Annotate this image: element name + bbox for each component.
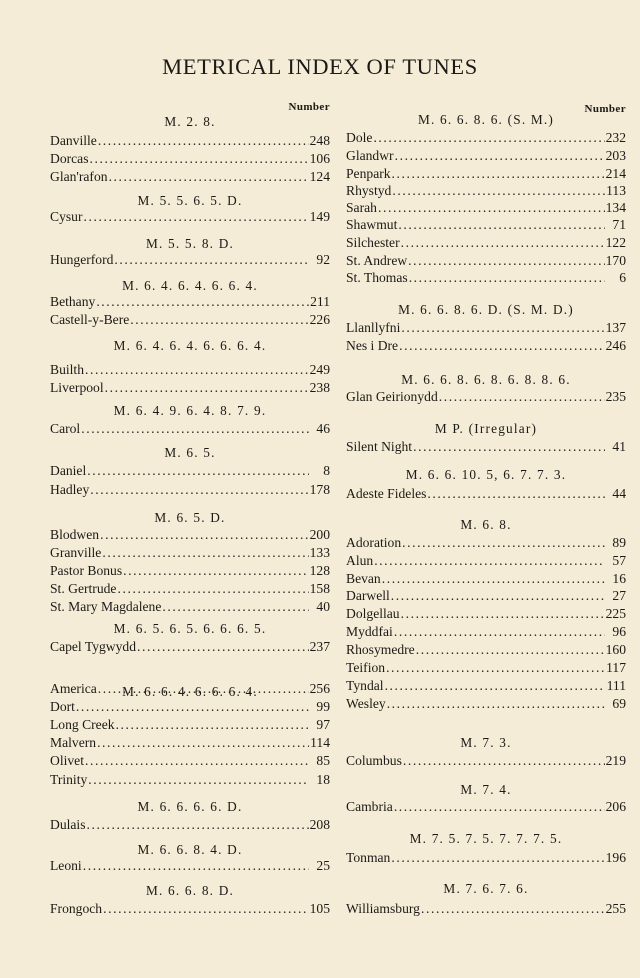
tune-entry [346,235,626,253]
tune-entry [346,166,626,184]
tune-number: 235 [605,389,626,404]
dot-leader [439,389,605,405]
dot-leader [394,799,605,815]
tune-number: 96 [612,624,626,639]
tune-name: Bevan [346,571,381,586]
dot-leader [83,858,309,874]
dot-leader [403,753,605,769]
dot-leader [408,253,604,269]
dot-leader [87,463,309,479]
meter-heading: M P. (Irregular) [434,421,538,436]
tune-number: 85 [316,753,330,768]
dot-leader [105,380,309,396]
tune-name: Tyndal [346,678,384,693]
tune-entry [346,606,626,624]
tune-entry [346,624,626,642]
tune-number: 92 [316,252,330,267]
tune-entry [346,338,626,356]
tune-entry [346,696,626,714]
tune-entry [50,463,330,481]
meter-heading: M. 6. 6. 10. 5, 6. 7. 7. 3. [405,467,567,482]
tune-entry [50,252,330,270]
tune-name: Dorcas [50,151,89,166]
tune-entry [346,660,626,678]
tune-name: Castell-y-Bere [50,312,130,327]
tune-name: Williamsburg [346,901,420,916]
tune-name: St. Gertrude [50,581,117,596]
tune-number: 71 [612,217,626,232]
meter-heading: M. 6. 8. [460,517,512,532]
tune-name: Llanllyfni [346,320,401,335]
tune-entry [50,681,330,699]
tune-number: 8 [323,463,330,478]
tune-number: 196 [605,850,626,865]
dot-leader [421,901,605,917]
tune-name: Capel Tygwydd [50,639,137,654]
tune-entry [50,133,330,151]
dot-leader [399,338,605,354]
tune-entry [346,535,626,553]
tune-name: Malvern [50,735,97,750]
tune-entry [346,486,626,504]
tune-entry [346,270,626,288]
dot-leader [90,482,308,498]
tune-name: Glan'rafon [50,169,108,184]
tune-name: Glandwr [346,148,394,163]
tune-number: 69 [612,696,626,711]
tune-entry [346,753,626,771]
meter-heading: M. 6. 6. 8. 6. (S. M.) [417,112,555,127]
tune-number: 117 [606,660,626,675]
dot-leader [401,235,605,251]
tune-number: 248 [309,133,330,148]
tune-name: Danville [50,133,97,148]
tune-number: 219 [605,753,626,768]
tune-entry [50,858,330,876]
tune-entry [346,183,626,201]
tune-entry [346,553,626,571]
tune-name: Adeste Fideles [346,486,427,501]
tune-entry [50,169,330,187]
meter-heading: M. 6. 4. 9. 6. 4. 8. 7. 9. [113,403,267,418]
tune-entry [346,253,626,271]
tune-number: 208 [309,817,330,832]
tune-name: Teifion [346,660,386,675]
tune-number: 124 [309,169,330,184]
tune-number: 137 [605,320,626,335]
tune-entry [50,209,330,227]
dot-leader [394,624,605,640]
meter-heading: M. 6. 6. 4. 6. 6. 6. 4. [122,684,258,699]
dot-leader [373,130,604,146]
dot-leader [137,639,309,655]
dot-leader [100,527,309,543]
tune-name: Tonman [346,850,391,865]
tune-entry [50,151,330,169]
meter-heading: M. 5. 5. 6. 5. D. [137,193,243,208]
dot-leader [76,699,309,715]
tune-name: Alun [346,553,374,568]
meter-heading: M. 6. 4. 6. 4. 6. 6. 6. 4. [113,338,267,353]
tune-number: 114 [310,735,330,750]
meter-heading: M. 7. 5. 7. 5. 7. 7. 7. 5. [409,831,563,846]
meter-heading: M. 6. 5. 6. 5. 6. 6. 6. 5. [113,621,267,636]
tune-number: 206 [605,799,626,814]
dot-leader [103,901,309,917]
tune-name: Hungerford [50,252,114,267]
dot-leader [402,535,605,551]
tune-entry [50,545,330,563]
tune-number: 158 [309,581,330,596]
meter-heading: M. 7. 6. 7. 6. [443,881,529,896]
meter-heading: M. 6. 6. 8. 4. D. [137,842,243,857]
tune-number: 160 [605,642,626,657]
tune-number: 256 [309,681,330,696]
tune-name: Liverpool [50,380,104,395]
tune-entry [346,439,626,457]
tune-number: 238 [309,380,330,395]
dot-leader [378,200,605,216]
tune-number: 200 [309,527,330,542]
tune-number: 97 [316,717,330,732]
meter-heading: M. 7. 3. [460,735,512,750]
dot-leader [392,166,605,182]
tune-entry [346,799,626,817]
dot-leader [382,571,605,587]
tune-name: Silent Night [346,439,413,454]
tune-number: 134 [605,200,626,215]
dot-leader [97,735,309,751]
tune-name: Trinity [50,772,88,787]
dot-leader [130,312,308,328]
tune-name: Columbus [346,753,402,768]
tune-number: 16 [612,571,626,586]
tune-name: Long Creek [50,717,115,732]
dot-leader [398,217,605,233]
dot-leader [117,581,308,597]
tune-entry [50,772,330,790]
tune-number: 27 [612,588,626,603]
tune-name: Frongoch [50,901,103,916]
tune-entry [346,148,626,166]
dot-leader [385,678,605,694]
number-column-header: Number [584,103,626,115]
tune-name: Granville [50,545,102,560]
tune-entry [50,380,330,398]
tune-number: 246 [605,338,626,353]
tune-name: Penpark [346,166,391,181]
tune-name: Sarah [346,200,377,215]
tune-name: Pastor Bonus [50,563,123,578]
tune-number: 211 [310,294,330,309]
tune-number: 6 [619,270,626,285]
dot-leader [123,563,308,579]
tune-entry [50,717,330,735]
meter-heading: M. 2. 8. [164,114,216,129]
tune-entry [346,200,626,218]
dot-leader [87,817,309,833]
dot-leader [374,553,605,569]
dot-leader [413,439,605,455]
tune-number: 89 [612,535,626,550]
tune-entry [50,599,330,617]
tune-name: Blodwen [50,527,100,542]
tune-number: 44 [612,486,626,501]
dot-leader [98,133,309,149]
tune-name: St. Mary Magdalene [50,599,162,614]
tune-number: 178 [309,482,330,497]
dot-leader [96,294,309,310]
tune-number: 40 [316,599,330,614]
number-column-header: Number [288,101,330,113]
dot-leader [427,486,605,502]
tune-name: Hadley [50,482,90,497]
tune-entry [50,482,330,500]
meter-heading: M. 6. 6. 6. 6. D. [137,799,243,814]
tune-entry [50,639,330,657]
dot-leader [391,588,605,604]
tune-name: Rhystyd [346,183,392,198]
tune-entry [50,294,330,312]
tune-name: Dole [346,130,373,145]
tune-name: Shawmut [346,217,398,232]
dot-leader [90,151,309,167]
tune-entry [346,389,626,407]
tune-name: Carol [50,421,81,436]
dot-leader [116,717,309,733]
tune-number: 214 [605,166,626,181]
tune-entry [50,563,330,581]
tune-number: 18 [316,772,330,787]
tune-name: Olivet [50,753,84,768]
tune-entry [50,817,330,835]
tune-number: 255 [605,901,626,916]
tune-number: 249 [309,362,330,377]
tune-name: Glan Geirionydd [346,389,438,404]
meter-heading: M. 6. 6. 8. 6. 8. 6. 8. 8. 6. [401,372,571,387]
tune-entry [50,699,330,717]
tune-entry [50,362,330,380]
dot-leader [85,753,309,769]
dot-leader [395,148,605,164]
tune-entry [346,642,626,660]
tune-entry [50,901,330,919]
tune-entry [346,571,626,589]
tune-entry [50,312,330,330]
dot-leader [416,642,605,658]
tune-number: 25 [316,858,330,873]
dot-leader [387,696,605,712]
tune-name: St. Thomas [346,270,408,285]
tune-entry [50,527,330,545]
tune-name: St. Andrew [346,253,408,268]
tune-name: Rhosymedre [346,642,415,657]
dot-leader [391,850,604,866]
tune-name: Dort [50,699,75,714]
tune-name: America [50,681,97,696]
tune-name: Wesley [346,696,386,711]
tune-entry [346,901,626,919]
tune-number: 237 [309,639,330,654]
dot-leader [88,772,309,788]
meter-heading: M. 6. 5. D. [154,510,226,525]
tune-entry [346,130,626,148]
tune-entry [346,320,626,338]
dot-leader [81,421,309,437]
tune-number: 203 [605,148,626,163]
tune-name: Cysur [50,209,83,224]
meter-heading: M. 6. 6. 8. D. [145,883,235,898]
tune-name: Leoni [50,858,82,873]
dot-leader [386,660,605,676]
meter-heading: M. 7. 4. [460,782,512,797]
tune-name: Dulais [50,817,86,832]
tune-number: 99 [316,699,330,714]
tune-number: 232 [605,130,626,145]
meter-heading: M. 6. 6. 8. 6. D. (S. M. D.) [398,302,574,317]
tune-name: Darwell [346,588,390,603]
tune-number: 128 [309,563,330,578]
tune-number: 122 [605,235,626,250]
tune-entry [346,678,626,696]
tune-entry [346,850,626,868]
tune-number: 225 [605,606,626,621]
tune-number: 41 [612,439,626,454]
tune-entry [346,217,626,235]
dot-leader [102,545,308,561]
tune-number: 113 [606,183,626,198]
tune-number: 46 [316,421,330,436]
dot-leader [392,183,605,199]
dot-leader [83,209,308,225]
dot-leader [109,169,309,185]
tune-name: Myddfai [346,624,393,639]
tune-number: 226 [309,312,330,327]
tune-name: Dolgellau [346,606,400,621]
dot-leader [114,252,309,268]
tune-name: Builth [50,362,84,377]
tune-entry [50,753,330,771]
dot-leader [401,320,604,336]
dot-leader [409,270,605,286]
tune-entry [50,421,330,439]
meter-heading: M. 6. 5. [164,445,216,460]
tune-name: Nes i Dre [346,338,399,353]
dot-leader [85,362,309,378]
dot-leader [401,606,605,622]
tune-number: 111 [606,678,626,693]
tune-number: 57 [612,553,626,568]
tune-entry [50,735,330,753]
tune-number: 170 [605,253,626,268]
page-title: METRICAL INDEX OF TUNES [162,54,478,79]
tune-name: Adoration [346,535,402,550]
tune-name: Cambria [346,799,393,814]
tune-entry [346,588,626,606]
tune-number: 149 [309,209,330,224]
tune-entry [50,581,330,599]
tune-name: Silchester [346,235,400,250]
meter-heading: M. 6. 4. 6. 4. 6. 6. 4. [122,278,258,293]
tune-number: 105 [309,901,330,916]
meter-heading: M. 5. 5. 8. D. [145,236,235,251]
tune-name: Bethany [50,294,96,309]
tune-number: 106 [309,151,330,166]
tune-name: Daniel [50,463,87,478]
dot-leader [98,681,309,697]
tune-number: 133 [309,545,330,560]
dot-leader [162,599,309,615]
